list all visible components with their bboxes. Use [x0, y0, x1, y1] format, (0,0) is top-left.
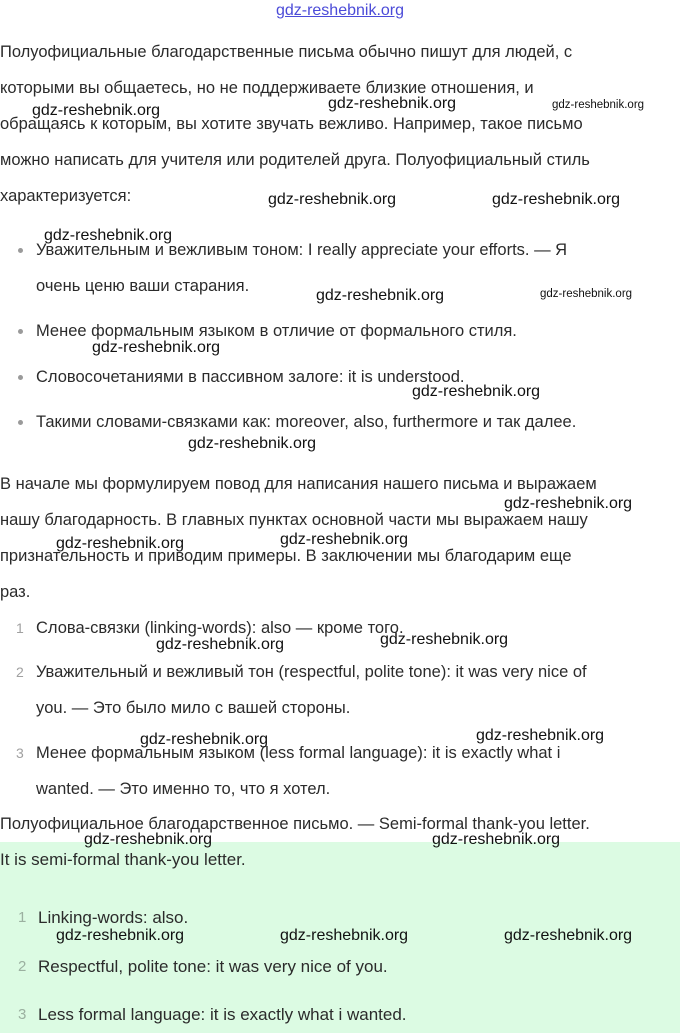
answer-number-2: 2	[18, 958, 27, 975]
watermark: gdz-reshebnik.org	[32, 102, 161, 119]
answer-number-1: 1	[18, 909, 27, 926]
watermark: gdz-reshebnik.org	[188, 435, 317, 452]
example-item-3-line-2: wanted. — Это именно то, что я хотел.	[36, 780, 331, 798]
example-number-1: 1	[16, 620, 24, 636]
watermark: gdz-reshebnik.org	[280, 531, 409, 548]
structure-line-2: нашу благодарность. В главных пунктах основной части мы выражаем нашу	[0, 511, 588, 529]
bullet-dot-icon	[18, 420, 23, 425]
watermark: gdz-reshebnik.org	[380, 631, 509, 648]
intro-line-4: можно написать для учителя или родителей друга. Полуофициальный стиль	[0, 151, 590, 169]
watermark: gdz-reshebnik.org	[504, 927, 633, 944]
watermark: gdz-reshebnik.org	[552, 99, 645, 111]
intro-line-3: обращаясь к которым, вы хотите звучать вежливо. Например, такое письмо	[0, 115, 583, 133]
watermark: gdz-reshebnik.org	[476, 727, 605, 744]
structure-line-4: раз.	[0, 583, 31, 601]
watermark: gdz-reshebnik.org	[156, 636, 285, 653]
example-item-2-line-1: Уважительный и вежливый тон (respectful, polite tone): it was very nice of	[36, 663, 587, 681]
feature-item-2: Менее формальным языком в отличие от формального стиля.	[36, 322, 517, 340]
answer-item-2: Respectful, polite tone: it was very nice of you.	[38, 957, 388, 976]
watermark: gdz-reshebnik.org	[140, 731, 269, 748]
answer-item-1: Linking-words: also.	[38, 908, 189, 927]
watermark: gdz-reshebnik.org	[540, 288, 633, 300]
answer-item-3: Less formal language: it is exactly what i wanted.	[38, 1005, 407, 1024]
intro-line-2: которыми вы общаетесь, но не поддерживаете близкие отношения, и	[0, 79, 534, 97]
answer-title: It is semi-formal thank-you letter.	[0, 850, 246, 869]
watermark: gdz-reshebnik.org	[268, 191, 397, 208]
watermark: gdz-reshebnik.org	[504, 495, 633, 512]
feature-item-1-line-1: Уважительным и вежливым тоном: I really appreciate your efforts. — Я	[36, 241, 568, 259]
intro-line-1: Полуофициальные благодарственные письма обычно пишут для людей, с	[0, 43, 573, 61]
watermark: gdz-reshebnik.org	[328, 95, 457, 112]
watermark: gdz-reshebnik.org	[432, 831, 561, 848]
watermark: gdz-reshebnik.org	[56, 927, 185, 944]
watermark: gdz-reshebnik.org	[56, 535, 185, 552]
example-item-3-line-1: Менее формальным языком (less formal language): it is exactly what i	[36, 744, 561, 762]
intro-line-5: характеризуется:	[0, 187, 132, 205]
watermark: gdz-reshebnik.org	[316, 287, 445, 304]
watermark: gdz-reshebnik.org	[280, 927, 409, 944]
example-item-1: Слова-связки (linking-words): also — кроме того.	[36, 619, 404, 637]
bullet-dot-icon	[18, 329, 23, 334]
example-number-3: 3	[16, 745, 24, 761]
watermark: gdz-reshebnik.org	[412, 383, 541, 400]
bullet-dot-icon	[18, 375, 23, 380]
answer-number-3: 3	[18, 1006, 27, 1023]
watermark: gdz-reshebnik.org	[492, 191, 621, 208]
structure-line-1: В начале мы формулируем повод для написания нашего письма и выражаем	[0, 475, 597, 493]
bullet-dot-icon	[18, 248, 23, 253]
structure-line-3: признательность и приводим примеры. В заключении мы благодарим еще	[0, 547, 572, 565]
feature-item-3: Словосочетаниями в пассивном залоге: it is understood.	[36, 368, 465, 386]
example-number-2: 2	[16, 664, 24, 680]
feature-item-4: Такими словами-связками как: moreover, also, furthermore и так далее.	[36, 413, 577, 431]
summary-line: Полуофициальное благодарственное письмо. — Semi-formal thank-you letter.	[0, 815, 590, 833]
feature-item-1-line-2: очень ценю ваши старания.	[36, 277, 250, 295]
site-link[interactable]: gdz-reshebnik.org	[275, 2, 405, 19]
watermark: gdz-reshebnik.org	[84, 831, 213, 848]
watermark: gdz-reshebnik.org	[44, 227, 173, 244]
watermark: gdz-reshebnik.org	[92, 339, 221, 356]
example-item-2-line-2: you. — Это было мило с вашей стороны.	[36, 699, 351, 717]
